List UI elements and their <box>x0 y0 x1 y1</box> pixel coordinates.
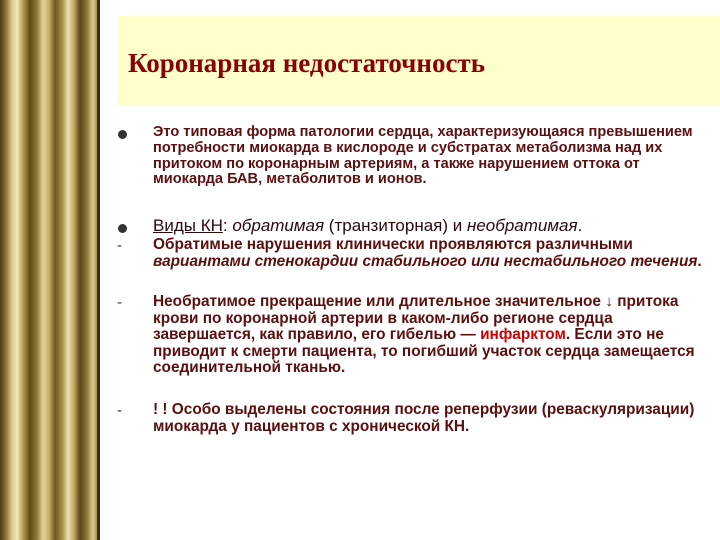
list-item-irreversible: - Необратимое прекращение или длительное значительное ↓ притока крови по коронарной артерии в каком-либо регионе сердца завершается, как правило, его гибелью — инфарктом. Если это не приводит к смерти пациента, то погибший участок сердца замещается соединительной тканью. <box>117 293 695 377</box>
slide-title: Коронарная недостаточность <box>128 48 485 78</box>
infarction-term: инфарктом <box>480 326 566 344</box>
reperfusion-text: ! ! Особо выделены состояния после реперфузии (реваскуляризации) миокарда у пациентов с хронической КН. <box>153 401 695 435</box>
dash-marker: - <box>117 402 122 419</box>
list-item-reversible: - Обратимые нарушения клинически проявляются различными вариантами стенокардии стабильного или нестабильного течения. <box>117 236 702 270</box>
list-item-types: Виды КН: обратимая (транзиторная) и необратимая. <box>117 216 710 236</box>
list-item-reperfusion <box>117 402 710 435</box>
definition-text: Это типовая форма патологии сердца, характеризующаяся превышением потребности миокарда в кислороде и субстратах метаболизма над их притоком по коронарным артериям, а также нарушением оттока от миокарда БАВ, метаболитов и ионов. <box>153 124 693 188</box>
dash-marker: - <box>117 237 122 254</box>
list-item-definition <box>117 125 710 188</box>
type-reversible: обратимая <box>232 216 325 235</box>
angina-variants: вариантами стенокардии стабильного или нестабильного течения <box>153 252 698 270</box>
bullet-marker <box>117 219 147 236</box>
types-label: Виды КН <box>153 216 223 235</box>
bullet-marker <box>117 125 147 142</box>
type-irreversible: необратимая <box>467 216 578 235</box>
dash-marker: - <box>117 294 122 311</box>
